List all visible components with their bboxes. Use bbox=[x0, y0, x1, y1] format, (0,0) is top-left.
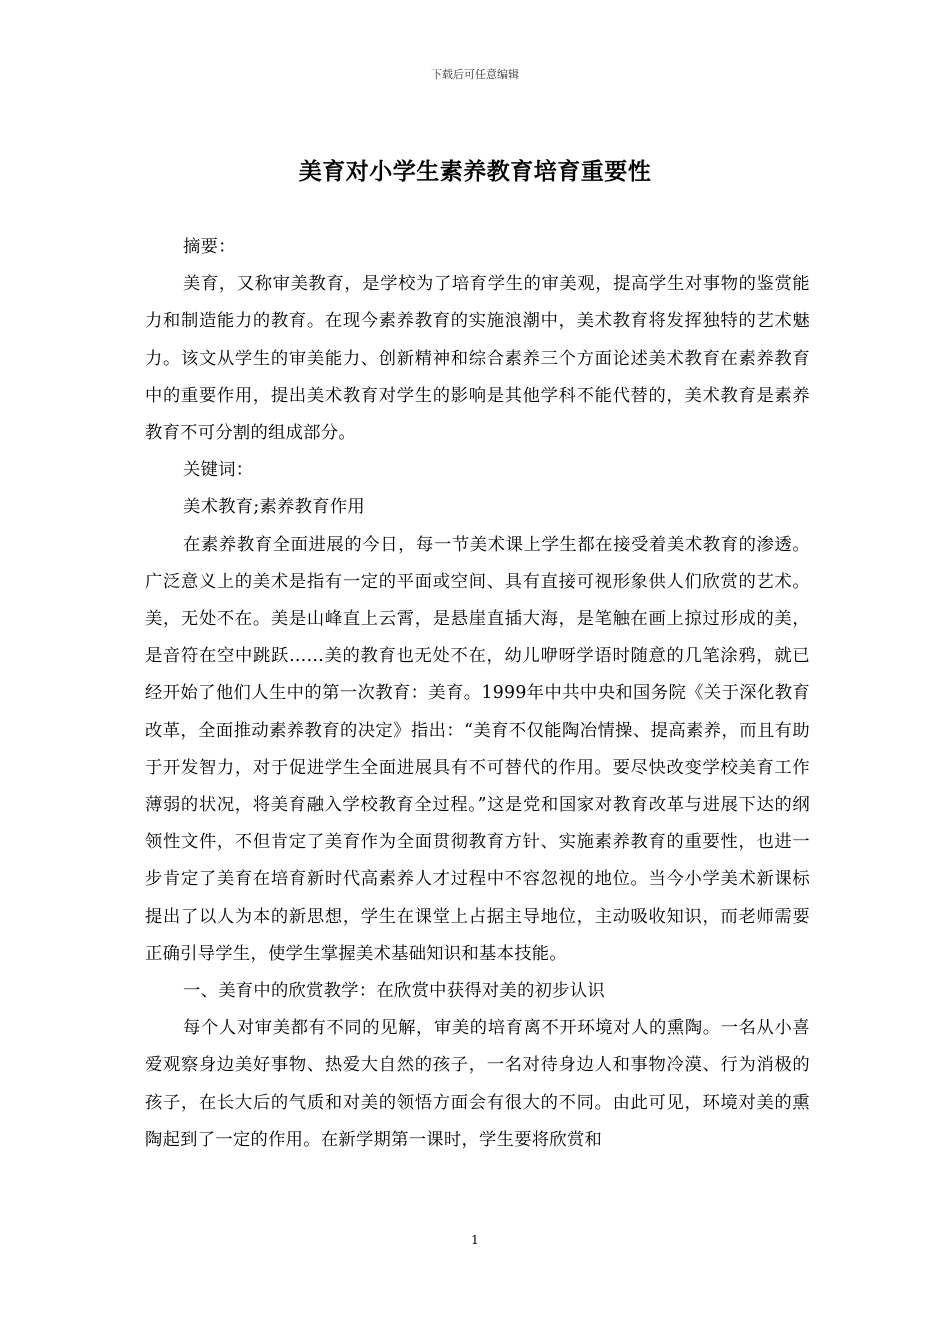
body-paragraph: 每个人对审美都有不同的见解，审美的培育离不开环境对人的熏陶。一名从小喜爱观察身边美好事物、热爱大自然的孩子，一名对待身边人和事物冷漠、行为消极的孩子，在长大后的气质和对美的领悟方面会有很大的不同。由此可见，环境对美的熏陶起到了一定的作用。在新学期第一课时，学生要将欣赏和 bbox=[145, 1018, 810, 1150]
abstract-paragraph: 美育，又称审美教育，是学校为了培育学生的审美观，提高学生对事物的鉴赏能力和制造能力的教育。在现今素养教育的实施浪潮中，美术教育将发挥独特的艺术魅力。该文从学生的审美能力、创新精神和综合素养三个方面论述美术教育在素养教育中的重要作用，提出美术教育对学生的影响是其他学科不能代替的，美术教育是素养教育不可分割的组成部分。 bbox=[145, 274, 810, 444]
body-paragraph: 在素养教育全面进展的今日，每一节美术课上学生都在接受着美术教育的渗透。广泛意义上的美术是指有一定的平面或空间、具有直接可视形象供人们欣赏的艺术。美，无处不在。美是山峰直上云霄，是悬崖直插大海，是笔触在画上掠过形成的美，是音符在空中跳跃……美的教育也无处不在，幼儿咿呀学语时随意的几笔涂鸦，就已经开始了他们人生中的第一次教育：美育。1999年中共中央和国务院《关于深化教育改革，全面推动素养教育的决定》指出：“美育不仅能陶冶情操、提高素养，而且有助于开发智力，对于促进学生全面进展具有不可替代的作用。要尽快改变学校美育工作薄弱的状况，将美育融入学校教育全过程。”这是党和国家对教育改革与进展下达的纲领性文件，不但肯定了美育作为全面贯彻教育方针、实施素养教育的重要性，也进一步肯定了美育在培育新时代高素养人才过程中不容忽视的地位。当今小学美术新课标提出了以人为本的新思想，学生在课堂上占据主导地位，主动吸收知识，而老师需要正确引导学生，使学生掌握美术基础知识和基本技能。 bbox=[145, 534, 810, 964]
document-body bbox=[145, 229, 810, 1159]
abstract-heading: 摘要： bbox=[183, 237, 236, 257]
keywords-heading: 关键词： bbox=[183, 460, 254, 481]
section-heading: 一、美育中的欣赏教学：在欣赏中获得对美的初步认识 bbox=[183, 981, 605, 1002]
document-title: 美育对小学生素养教育培育重要性 bbox=[298, 159, 652, 185]
keywords-paragraph: 美术教育;素养教育作用 bbox=[183, 497, 365, 518]
page-header: 下载后可任意编辑 bbox=[431, 68, 519, 81]
page-number: 1 bbox=[471, 1233, 479, 1247]
